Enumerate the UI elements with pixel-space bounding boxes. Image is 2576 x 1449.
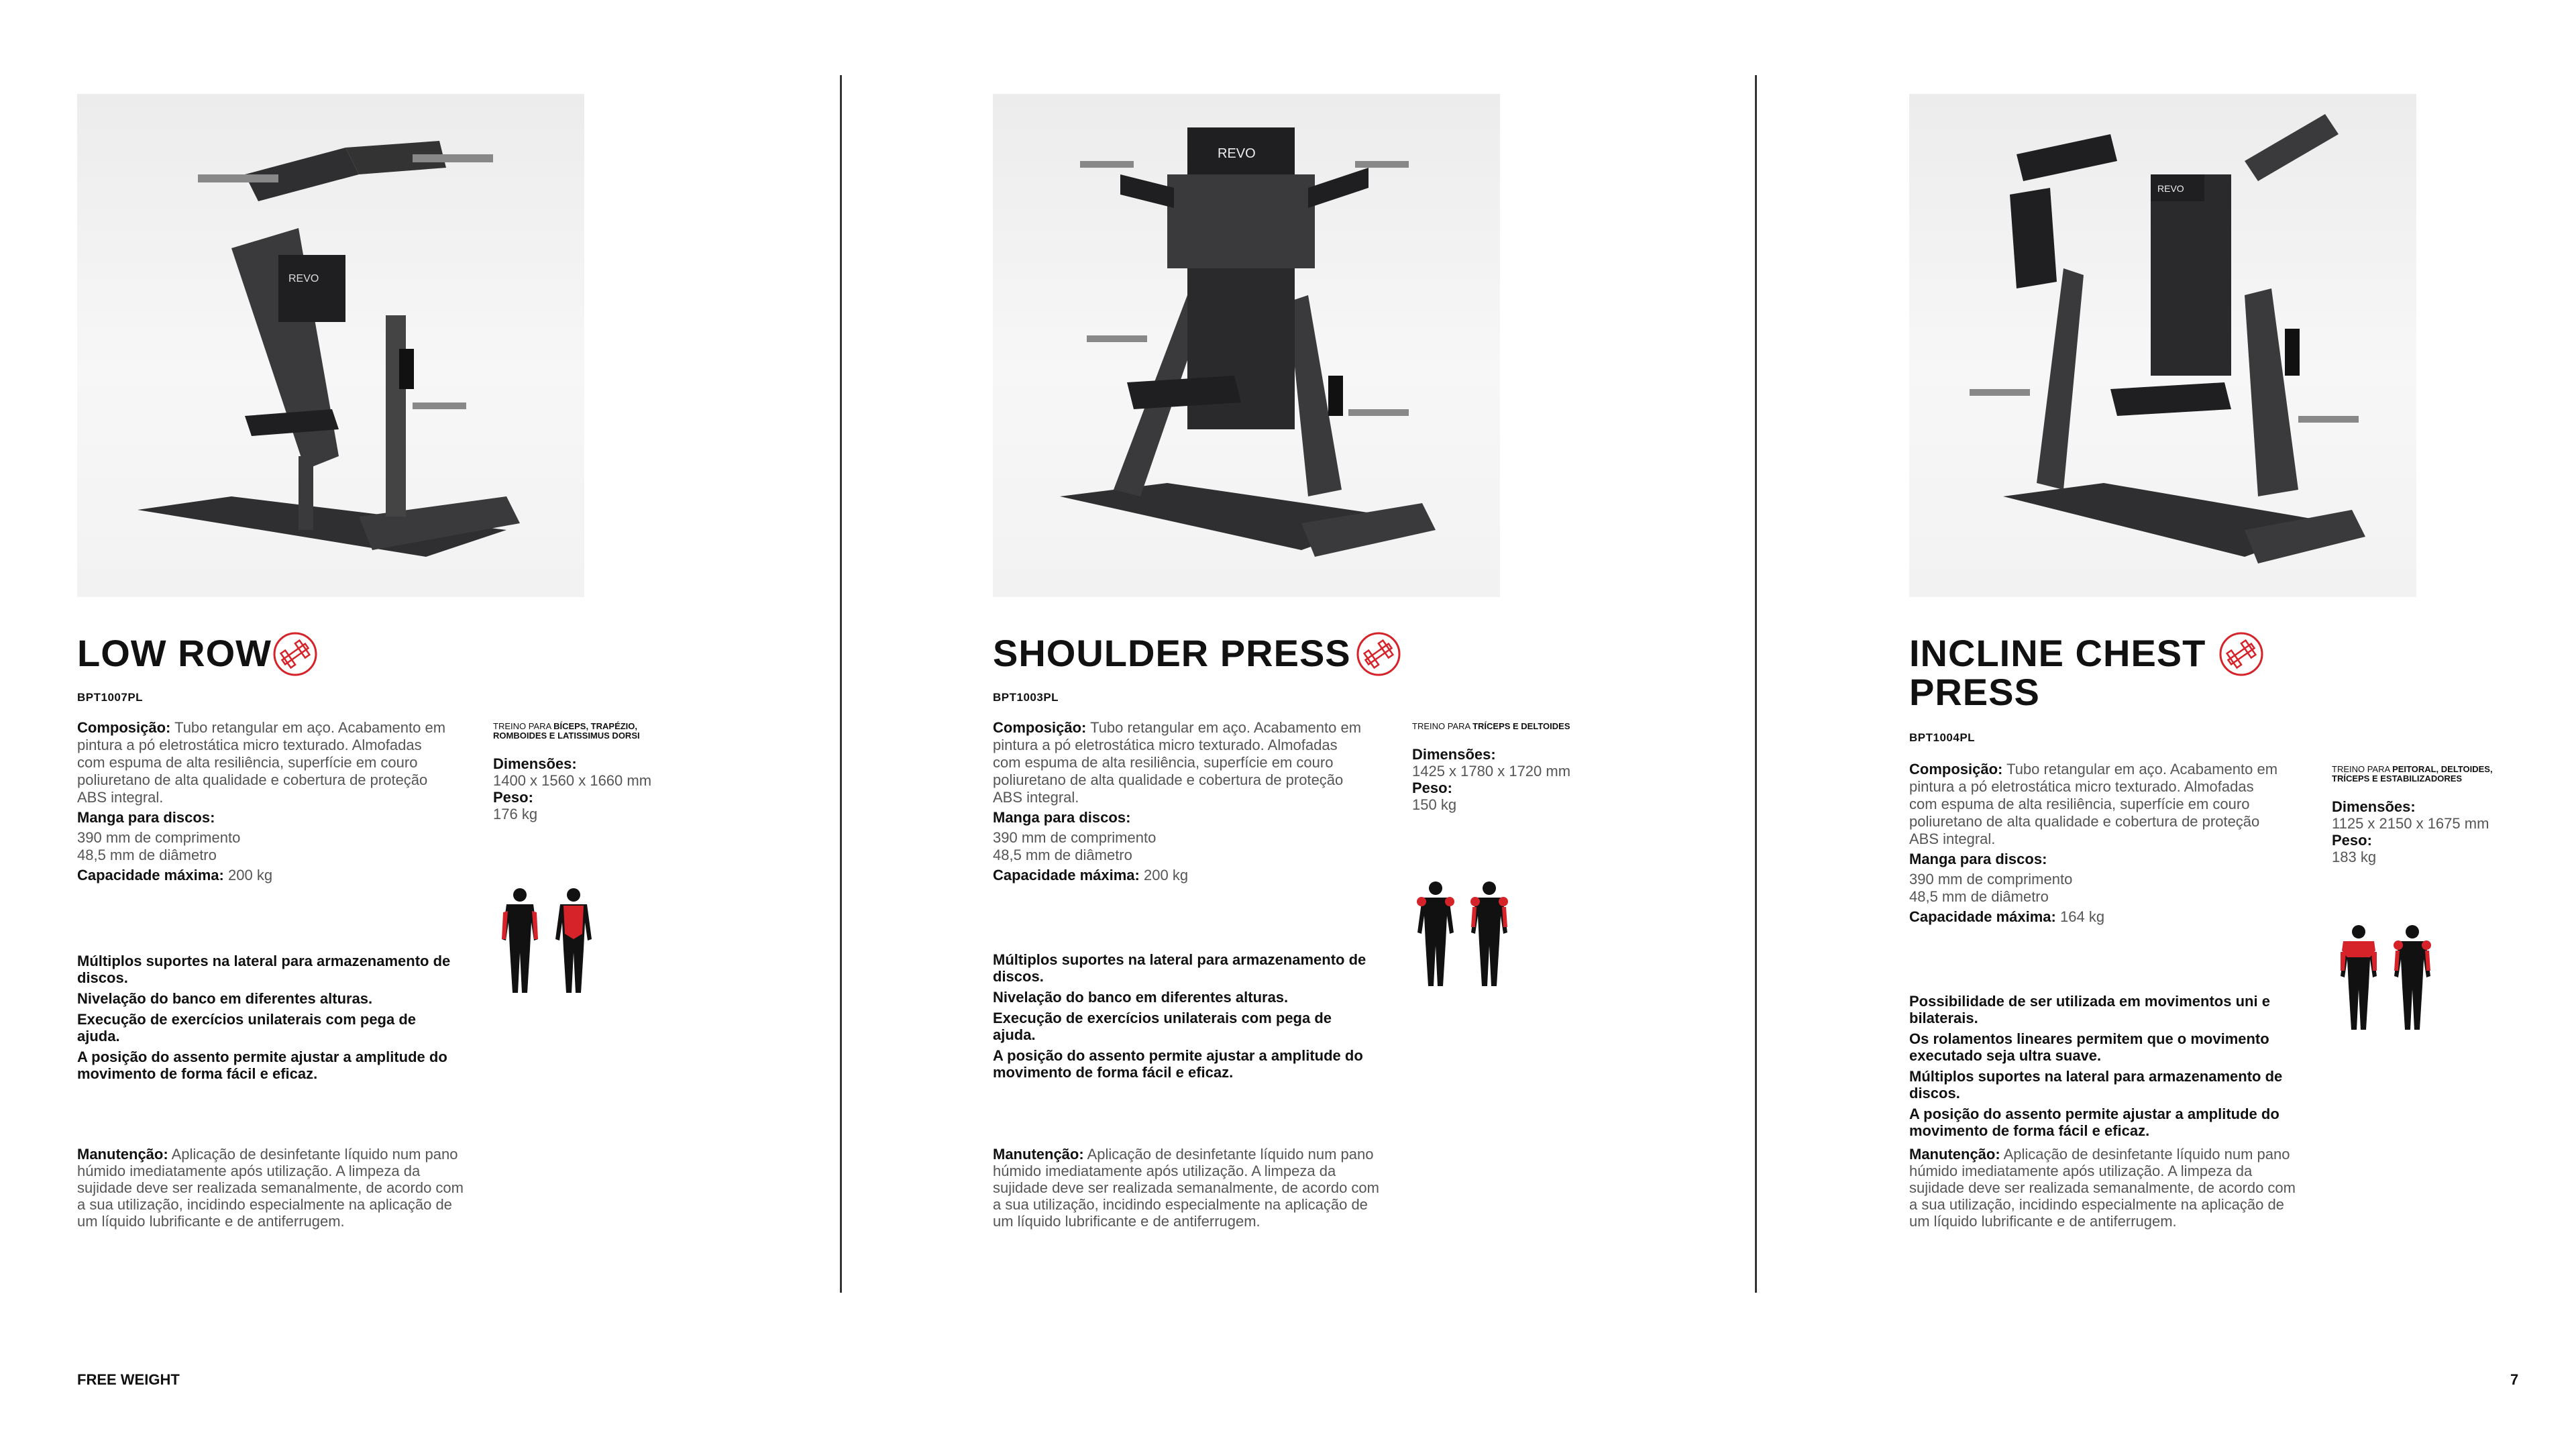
product-features [77,953,453,1086]
peso-label: Peso: [1412,780,1452,796]
body-front-icon [2341,925,2377,1030]
body-back-icon [2394,925,2431,1030]
treino-value: TRÍCEPS E DELTOIDES [1472,721,1570,731]
feature-item: Nivelação do banco em diferentes alturas. [77,990,373,1007]
product-photo-shoulder-press [993,94,1500,597]
manga-label: Manga para discos: [993,809,1131,826]
body-back-icon [1470,881,1508,986]
manga-line-2: 48,5 mm de diâmetro [77,847,217,863]
svg-text:REVO: REVO [288,273,319,284]
feature-item: Execução de exercícios unilaterais com pega de ajuda. [77,1011,417,1044]
manga-label: Manga para discos: [1909,851,2047,867]
feature-item: Múltiplos suportes na lateral para armazenamento de discos. [1909,1068,2283,1102]
capacidade-value: 200 kg [1144,867,1189,883]
manga-line-2: 48,5 mm de diâmetro [993,847,1132,863]
product-maintenance [77,1146,466,1230]
treino-label: TREINO PARA [1412,721,1473,731]
manga-line-1: 390 mm de comprimento [993,829,1157,846]
product-title-row [993,634,1503,673]
manutencao-text: Aplicação de desinfetante líquido num pano húmido imediatamente após utilização. A limpeza da sujidade deve ser realizada semanalmente, de acordo com a sua utilização, incidindo especialmente na aplicação de um líquido lubrificante e de antiferrugem. [993,1146,1379,1230]
body-front-icon [502,888,538,993]
composicao-label: Composição: [993,719,1087,736]
product-title-row [77,634,587,673]
manga-line-1: 390 mm de comprimento [77,829,241,846]
product-code: BPT1004PL [1909,731,1976,744]
muscle-map-icon [1405,879,1526,1000]
muscle-diagram [1405,879,1526,1000]
product-features [993,951,1368,1085]
capacidade-label: Capacidade máxima: [993,867,1140,883]
composicao-text: Tubo retangular em aço. Acabamento em pintura a pó eletrostática micro texturado. Almofadas com espuma de alta resiliência, superfície em couro poliuretano de alta qualidade e cobertura de proteção ABS integral. [1909,761,2278,847]
capacidade-value: 200 kg [228,867,273,883]
feature-item: Execução de exercícios unilaterais com pega de ajuda. [993,1010,1332,1043]
capacidade-label: Capacidade máxima: [77,867,224,883]
dimensoes-label: Dimensões: [2332,798,2416,815]
treino-value: PEITORAL, DELTOIDES, TRÍCEPS E ESTABILIZADORES [2332,764,2493,784]
page-number: 7 [2510,1371,2519,1388]
product-side-info [2332,765,2520,865]
product-features [1909,993,2285,1143]
treino-label: TREINO PARA [2332,764,2393,774]
dimensoes-label: Dimensões: [1412,746,1496,763]
feature-item: Os rolamentos lineares permitem que o movimento executado seja ultra suave. [1909,1030,2269,1064]
composicao-label: Composição: [77,719,171,736]
muscle-diagram [2328,922,2449,1043]
product-code: BPT1003PL [993,691,1059,704]
product-specs [993,719,1368,887]
manutencao-label: Manutenção: [77,1146,168,1163]
product-specs [1909,761,2285,928]
product-code: BPT1007PL [77,691,144,704]
dimensoes-value: 1400 x 1560 x 1660 mm [493,772,652,789]
manga-label: Manga para discos: [77,809,215,826]
feature-item: Múltiplos suportes na lateral para armazenamento de discos. [993,951,1366,985]
plate-loaded-badge-icon [2218,631,2265,678]
muscle-diagram [490,885,610,1006]
treino-para [2332,765,2520,784]
peso-value: 176 kg [493,806,538,822]
feature-item: Múltiplos suportes na lateral para armazenamento de discos. [77,953,451,986]
body-back-icon [555,888,592,993]
peso-label: Peso: [493,789,533,806]
footer-section-label: FREE WEIGHT [77,1371,180,1388]
manutencao-text: Aplicação de desinfetante líquido num pano húmido imediatamente após utilização. A limpeza da sujidade deve ser realizada semanalmente, de acordo com a sua utilização, incidindo especialmente na aplicação de um líquido lubrificante e de antiferrugem. [77,1146,464,1230]
body-front-icon [1417,881,1454,986]
feature-item: Nivelação do banco em diferentes alturas. [993,989,1289,1006]
treino-label: TREINO PARA [493,721,554,731]
composicao-text: Tubo retangular em aço. Acabamento em pintura a pó eletrostática micro texturado. Almofadas com espuma de alta resiliência, superfície em couro poliuretano de alta qualidade e cobertura de proteção ABS integral. [993,719,1362,806]
plate-loaded-badge-icon [272,631,319,678]
product-side-info [493,722,688,822]
manga-line-1: 390 mm de comprimento [1909,871,2073,888]
manutencao-label: Manutenção: [993,1146,1084,1163]
low-row-machine-image [77,94,584,597]
peso-value: 183 kg [2332,849,2377,865]
peso-label: Peso: [2332,832,2372,849]
product-photo-low-row [77,94,584,597]
product-side-info [1412,722,1607,813]
feature-item: Possibilidade de ser utilizada em movimentos uni e bilaterais. [1909,993,2270,1026]
treino-value: BÍCEPS, TRAPÉZIO, ROMBOIDES E LATISSIMUS DORSI [493,721,640,741]
capacidade-label: Capacidade máxima: [1909,908,2056,925]
muscle-map-icon [490,885,610,1006]
feature-item: A posição do assento permite ajustar a amplitude do movimento de forma fácil e eficaz. [1909,1106,2279,1139]
feature-item: A posição do assento permite ajustar a amplitude do movimento de forma fácil e eficaz. [993,1047,1363,1081]
composicao-label: Composição: [1909,761,2003,777]
product-title: LOW ROW [77,632,272,674]
dimensoes-value: 1425 x 1780 x 1720 mm [1412,763,1571,780]
product-maintenance [993,1146,1382,1230]
svg-text:REVO: REVO [1218,146,1256,161]
product-specs [77,719,453,887]
incline-chest-press-machine-image [1909,94,2416,597]
capacidade-value: 164 kg [2060,908,2105,925]
plate-loaded-badge-icon [1355,631,1402,678]
product-maintenance [1909,1146,2298,1230]
feature-item: A posição do assento permite ajustar a amplitude do movimento de forma fácil e eficaz. [77,1049,447,1082]
product-title: INCLINE CHEST PRESS [1909,632,2206,713]
shoulder-press-machine-image [993,94,1500,597]
column-divider [840,75,842,1293]
muscle-map-icon [2328,922,2449,1043]
dimensoes-label: Dimensões: [493,755,577,772]
treino-para [1412,722,1607,731]
manutencao-text: Aplicação de desinfetante líquido num pano húmido imediatamente após utilização. A limpeza da sujidade deve ser realizada semanalmente, de acordo com a sua utilização, incidindo especialmente na aplicação de um líquido lubrificante e de antiferrugem. [1909,1146,2296,1230]
manutencao-label: Manutenção: [1909,1146,2000,1163]
product-title-row [1909,634,2419,712]
manga-line-2: 48,5 mm de diâmetro [1909,888,2049,905]
svg-text:REVO: REVO [2157,183,2184,194]
product-photo-incline-chest-press [1909,94,2416,597]
dimensoes-value: 1125 x 2150 x 1675 mm [2332,815,2489,832]
peso-value: 150 kg [1412,796,1457,813]
column-divider [1755,75,1757,1293]
composicao-text: Tubo retangular em aço. Acabamento em pintura a pó eletrostática micro texturado. Almofadas com espuma de alta resiliência, superfície em couro poliuretano de alta qualidade e cobertura de proteção ABS integral. [77,719,446,806]
treino-para [493,722,688,741]
product-title: SHOULDER PRESS [993,632,1351,674]
